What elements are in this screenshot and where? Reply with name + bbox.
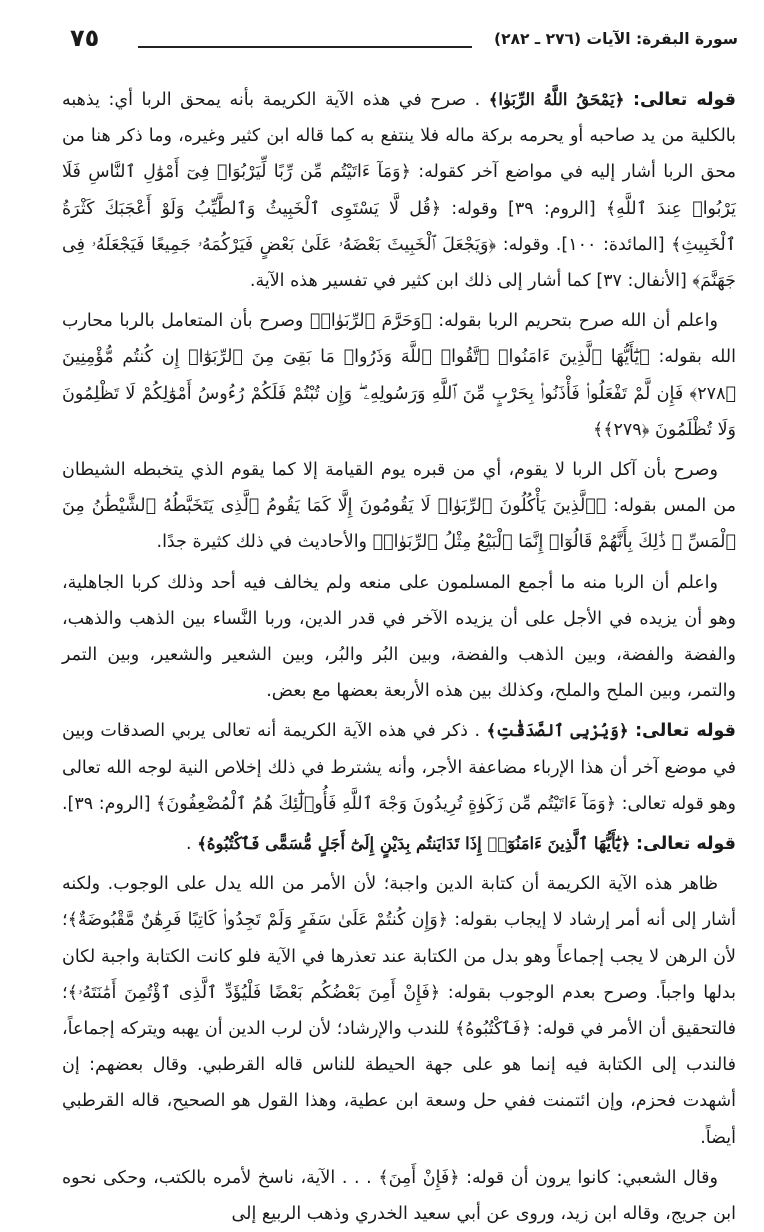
page-body [61,82,736,1225]
header-rule [138,46,472,48]
page-header [70,24,738,64]
paragraph-6 [62,826,736,862]
running-title: سورة البقرة: الآيات (٢٧٦ ـ ٢٨٢) [494,30,738,48]
paragraph-text: . صرح في هذه الآية الكريمة بأنه يمحق الربا أي: يذهبه بالكلية من يد صاحبه أو يحرمه بركة ماله فلا ينتفع به كما قاله ابن كثير وغيره، وما ذكر هنا من محق الربا أشار إليه في مواضع آخر كقوله: ﴿وَمَآ ءَاتَيْتُم مِّن رِّبًا لِّيَرْبُوَا۟ فِىٓ أَمْوَٰلِ ٱلنَّاسِ فَلَا يَرْبُوا۟ عِندَ ٱللَّهِ﴾ [الروم: ٣٩] وقوله: ﴿قُل لَّا يَسْتَوِى ٱلْخَبِيثُ وَٱلطَّيِّبُ وَلَوْ أَعْجَبَكَ كَثْرَةُ ٱلْخَبِيثِ﴾ [المائدة: ١٠٠]. وقوله: ﴿وَيَجْعَلَ ٱلْخَبِيثَ بَعْضَهُۥ عَلَىٰ بَعْضٍ فَيَرْكُمَهُۥ جَمِيعًا فَيَجْعَلَهُۥ فِى جَهَنَّمَ﴾ [الأنفال: ٣٧] كما أشار إلى ذلك ابن كثير في تفسير هذه الآية. [62,90,736,292]
verse-label: قوله تعالى: [635,834,736,855]
paragraph-3 [62,452,736,561]
verse-label: قوله تعالى: [632,90,736,110]
verse-quote: ﴿يَمْحَقُ اللَّهُ الرِّبَوٰا﴾ [488,90,625,109]
paragraph-1 [62,82,736,299]
paragraph-4 [62,565,736,710]
page-number: ٧٥ [70,24,100,52]
paragraph-2 [62,303,736,448]
verse-label: قوله تعالى: [635,721,736,742]
paragraph-text: . ذكر في هذه الآية الكريمة أنه تعالى يربي الصدقات وبين في موضع آخر أن هذا الإرباء مضاعفة الأجر، وأنه يشترط في ذلك إخلاص النية لوجه الله تعالى وهو قوله تعالى: ﴿وَمَآ ءَاتَيْتُم مِّن زَكَوٰةٍ تُرِيدُونَ وَجْهَ ٱللَّهِ فَأُو۟لَٰٓئِكَ هُمُ ٱلْمُضْعِفُونَ﴾ [الروم: ٣٩]. [61,721,736,814]
verse-quote: ﴿يَٰٓأَيُّهَا ٱلَّذِينَ ءَامَنُوٓا۟ إِذَا تَدَايَنتُم بِدَيْنٍ إِلَىٰٓ أَجَلٍ مُّسَمًّى فَٱكْتُبُوهُ﴾ [197,834,631,854]
paragraph-5 [62,713,736,822]
paragraph-text: واعلم أن الله صرح بتحريم الربا بقوله: ﴿وَحَرَّمَ ٱلرِّبَوٰا۟﴾ وصرح بأن المتعامل بالربا محارب الله بقوله: ﴿يَٰٓأَيُّهَا ٱلَّذِينَ ءَامَنُوا۟ ٱتَّقُوا۟ ٱللَّهَ وَذَرُوا۟ مَا بَقِىَ مِنَ ٱلرِّبَوٰٓا۟ إِن كُنتُم مُّؤْمِنِينَ ﴿٢٧٨﴾ فَإِن لَّمْ تَفْعَلُوا۟ فَأْذَنُوا۟ بِحَرْبٍ مِّنَ ٱللَّهِ وَرَسُولِهِۦ ۖ وَإِن تُبْتُمْ فَلَكُمْ رُءُوسُ أَمْوَٰلِكُمْ لَا تَظْلِمُونَ وَلَا تُظْلَمُونَ ﴿٢٧٩﴾﴾ [62,311,736,440]
paragraph-text: . [186,834,192,855]
paragraph-text: وقال الشعبي: كانوا يرون أن قوله: ﴿فَإِنْ أَمِنَ﴾ . . . الآية، ناسخ لأمره بالكتب، وحكى نحوه ابن جريج، وقاله ابن زيد، وروى عن أبي سعيد الخدري وذهب الربيع إلى [62,1167,736,1225]
paragraph-text: ظاهر هذه الآية الكريمة أن كتابة الدين واجبة؛ لأن الأمر من الله يدل على الوجوب. ولكنه أشار إلى أنه أمر إرشاد لا إيجاب بقوله: ﴿وَإِن كُنتُمْ عَلَىٰ سَفَرٍ وَلَمْ تَجِدُوا۟ كَاتِبًا فَرِهَٰنٌ مَّقْبُوضَةٌ﴾؛ لأن الرهن لا يجب إجماعاً وهو بدل من الكتابة عند تعذرها في الآية فلو كانت الكتابة واجبة لكان بدلها واجباً. وصرح بعدم الوجوب بقوله: ﴿فَإِنْ أَمِنَ بَعْضُكُم بَعْضًا فَلْيُؤَدِّ ٱلَّذِى ٱؤْتُمِنَ أَمَٰنَتَهُۥ﴾؛ فالتحقيق أن الأمر في قوله: ﴿فَٱكْتُبُوهُ﴾ للندب والإرشاد؛ لأن لرب الدين أن يهبه ويتركه إجماعاً، فالندب إلى الكتابة فيه إنما هو على جهة الحيطة للناس قاله القرطبي. وقال بعضهم: إن أشهدت فحزم، وإن ائتمنت ففي حل وسعة ابن عطية، وهذا القول هو الصحيح، قاله القرطبي أيضاً. [62,874,736,1148]
verse-quote: ﴿وَيُرْبِى ٱلصَّدَقَٰتِ﴾ [486,721,629,741]
paragraph-8 [62,1160,736,1232]
paragraph-7 [62,866,736,1156]
paragraph-text: وصرح بأن آكل الربا لا يقوم، أي من قبره يوم القيامة إلا كما يقوم الذي يتخبطه الشيطان من المس بقوله: ﴿ٱلَّذِينَ يَأْكُلُونَ ٱلرِّبَوٰا۟ لَا يَقُومُونَ إِلَّا كَمَا يَقُومُ ٱلَّذِى يَتَخَبَّطُهُ ٱلشَّيْطَٰنُ مِنَ ٱلْمَسِّ ۚ ذَٰلِكَ بِأَنَّهُمْ قَالُوٓا۟ إِنَّمَا ٱلْبَيْعُ مِثْلُ ٱلرِّبَوٰا۟﴾ والأحاديث في ذلك كثيرة جدًا. [62,460,736,553]
paragraph-text: واعلم أن الربا منه ما أجمع المسلمون على منعه ولم يخالف فيه أحد وذلك كربا الجاهلية، وهو أن يزيده في الأجل على أن يزيده الآخر في قدر الدين، وربا النَّساء بين الذهب والذهب، والفضة والفضة، وبين الذهب والفضة، وبين البُر والبُر، وبين الشعير والشعير، وبين التمر والتمر، وبين الملح والملح، وكذلك بين هذه الأربعة بعضها مع بعض. [62,572,736,702]
